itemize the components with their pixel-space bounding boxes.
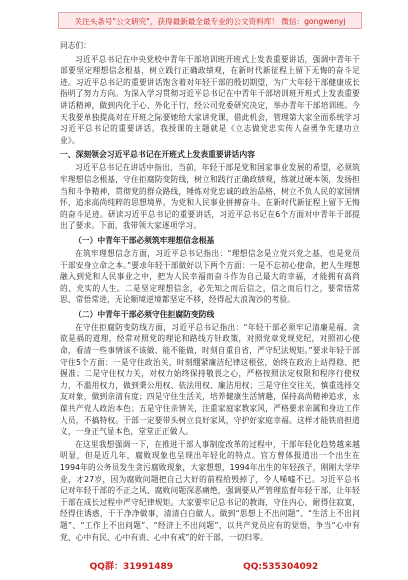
section-paragraph: 习近平总书记在讲话中指出，当前，年轻干部是党和国家事业发展的希望，必须筑牢理想信念根基，守住拒腐防变防线，树立和践行正确政绩观，练就过硬本领，发扬担当和斗争精神，贯彻党的群众路线，锤炼对党忠诚的政治品格，树立不负人民的家国情怀，追求高尚纯粹的思想境界。为党和人民事业拼搏奋斗。在新时代新征程上留下无悔的奋斗足迹。研读习近平总书记的重要讲话，习近平总书记在6个方面对中青年干部提出了要求。下面，我带领大家逐项学习。 — [60, 163, 360, 231]
section-heading: 一、深刻领会习近平总书记在开班式上发表重要讲话内容 — [60, 150, 255, 160]
contact-footer — [0, 560, 408, 574]
closing-paragraph: 在这里我想强调一下，在推进干部人事制度改革的过程中，干部年轻化趋势越来越明显，但是近几年，腐败现象也呈现出年轻化的特点。官方曾体报道出一个出生在1994年的公务员发生贪污腐败现象，大家想想，1994年出生的年轻孩子，刚刚大学毕业，才27岁，因为腐败问题把自己大好的前程给毁掉了，令人唏嘘不已。习近平总书记对年轻干部的不正之风、腐败问题深恶痛绝，强调要从严管理监督年轻干部，让年轻干部在成长过程中严守纪律规矩。大家要牢记总书记的教诲，守住内心，耐得住寂寞，经得住诱惑，干干净净做事，清清白白做人。做到“思想上不出问题”、“生活上不出问题”、“工作上不出问题”、“经济上不出问题”，以共产党员应有的觉悟，争当“心中有党、心中有民、心中有责、心中有戒”的好干部，一切归零。 — [60, 439, 360, 542]
intro-paragraph: 习近平总书记在中央党校中青年干部培训班开班式上发表重要讲话，强调中青年干部要坚定理想信念根基，树立践行正确政绩观，在新时代新征程上留下无悔的奋斗足迹。习近平总书记的重要讲话饱含着对年轻干部的殷切期望，为广大年轻干部健康成长指明了努力方向。为深入学习贯彻习近平总书记在中青年干部培训班开班式上发表重要讲话精神，做到内化于心、外化于行，经公司党委研究决定，举办青年干部培训班。今天我要单独提高对在开班之际要她给大家讲党课，借此机会，管理第大家全面系统学习习近平总书记的重要讲话，我授课的主题就是《立志做党忠实传人奋勇争先建功立业》。 — [60, 54, 360, 145]
promo-banner[interactable] — [58, 12, 362, 29]
subsection-heading: （二）中青年干部必须守住拒腐防变防线 — [74, 309, 215, 319]
subsection-paragraph: 在守住拒腐防变防线方面，习近平总书记指出：“年轻干部必须牢记清廉是福、贪欲是祸的道理，经常对照党的理论和路线方针政策，对照党章党规党纪，对照初心使命，看清一些事情该不该做、能不能做，时刻自重自省，严守纪法规矩。”要求年轻干部守住5个方面：一是守住政治关，时刻绷紧廉洁纪律这根弦，始终在政治上站得稳、把握准；二是守住权力关，对权力始终保持敬畏之心，严格按照法定权限和程序行使权力，不滥用权力，做到秉公用权、依法用权、廉洁用权；三是守住交往关，慎重选择交友对象，做到亲清有度；四是守住生活关，培养健康生活情趣，保持高尚精神追求，永葆共产党人政治本色；五是守住亲情关，注重家庭家教家风，严格要求亲属和身边工作人员，不搞特权。干部一定要带头树立良好家风，守护好家庭幸福。这样才能铁肩担道义，一身正气显本色，堂堂正正做人。 — [60, 322, 360, 437]
qq-group-number: QQ群：31991489 — [89, 562, 174, 572]
document-body — [60, 40, 360, 550]
promo-banner-text: 关注头条号"公文研究"，获得最新最全最专业的公文资料库！ 微信：gongwenyj — [74, 17, 346, 26]
greeting: 同志们： — [60, 41, 91, 50]
qq-number: QQ:535304092 — [243, 562, 319, 572]
subsection-paragraph: 在筑牢理想信念方面，习近平总书记指出：“理想信念是立党兴党之基，也是党员干部安身立命之本。”要求年轻干部做好以下两个方面：一是不忘初心使命，把人生理想融入到党和人民事业之中，把为人民幸福而奋斗作为自己最大的幸福，才能拥有高尚的、充实的人生。二是坚定理想信念，必先知之而后信之，信之而后行之，要常悟常思、常悟常进，无论顺境逆境都坚定不移，经得起大浪淘沙的考验。 — [60, 248, 360, 305]
subsection-heading: （一）中青年干部必须筑牢理想信念根基 — [74, 235, 215, 245]
